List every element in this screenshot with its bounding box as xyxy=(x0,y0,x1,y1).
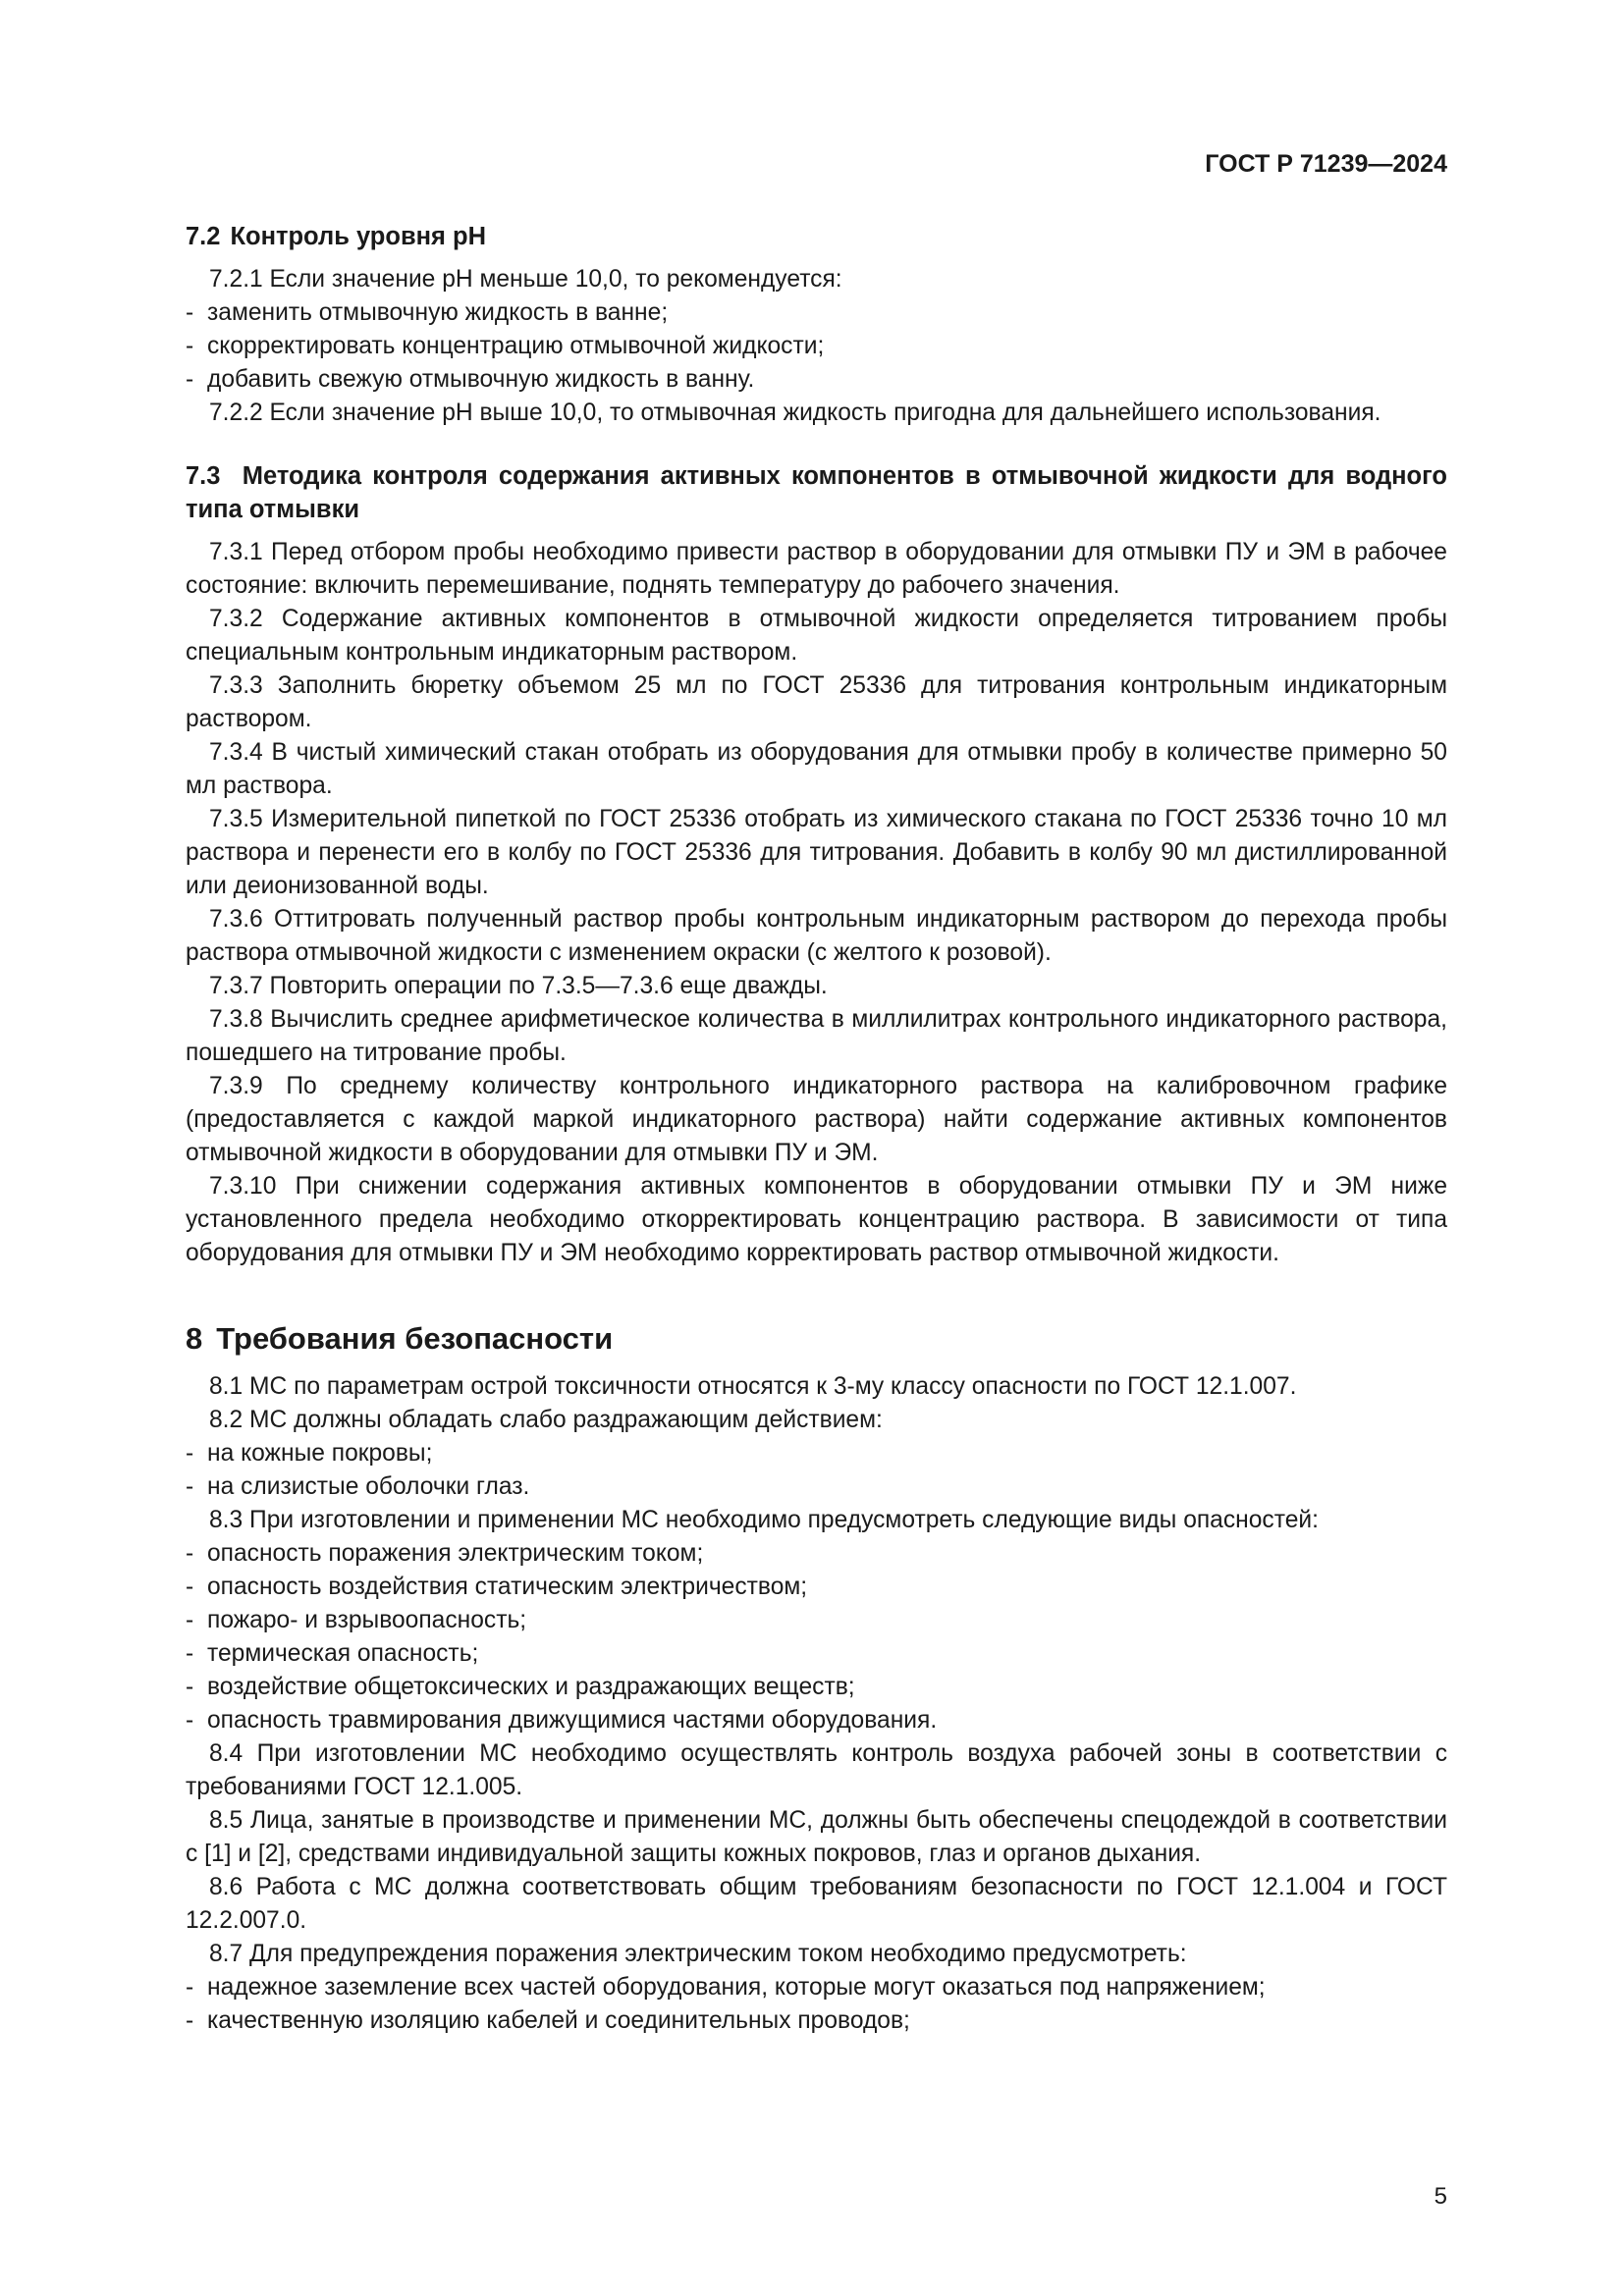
bullet-dash: - xyxy=(186,1674,194,1700)
bullet-dash: - xyxy=(186,1707,194,1734)
paragraph-8-1: 8.1 МС по параметрам острой токсичности относятся к 3-му классу опасности по ГОСТ 12.1.007. xyxy=(209,1373,1297,1400)
paragraph-8-3: 8.3 При изготовлении и применении МС необходимо предусмотреть следующие виды опасностей: xyxy=(209,1507,1319,1533)
paragraph-7-3-10: 7.3.10 При снижении содержания активных компонентов в оборудовании отмывки ПУ и ЭМ ниже установленного предела необходимо откорректировать концентрацию раствора. В зависимости от типа оборудования для отмывки ПУ и ЭМ необходимо корректировать раствор отмывочной жидкости. xyxy=(186,1173,1447,1266)
list-item: - на слизистые оболочки глаз. xyxy=(186,1470,1447,1504)
bullet-dash: - xyxy=(186,333,194,359)
paragraph-7-3-7: 7.3.7 Повторить операции по 7.3.5—7.3.6 еще дважды. xyxy=(209,973,828,999)
list-item: - заменить отмывочную жидкость в ванне; xyxy=(186,296,1447,330)
section-heading-7-3 xyxy=(186,459,1447,526)
section-title: Методика контроля содержания активных компонентов в отмывочной жидкости для водного типа отмывки xyxy=(186,462,1447,523)
paragraph-8-5: 8.5 Лица, занятые в производстве и применении МС, должны быть обеспечены спецодеждой в соответствии с [1] и [2], средствами индивидуальной защиты кожных покровов, глаз и органов дыхания. xyxy=(186,1807,1447,1867)
list-item: - опасность поражения электрическим током; xyxy=(186,1537,1447,1571)
list-item: - опасность травмирования движущимися частями оборудования. xyxy=(186,1704,1447,1737)
bullet-dash: - xyxy=(186,299,194,326)
paragraph-8-4: 8.4 При изготовлении МС необходимо осуществлять контроль воздуха рабочей зоны в соответствии с требованиями ГОСТ 12.1.005. xyxy=(186,1740,1447,1800)
document-code: ГОСТ Р 71239—2024 xyxy=(1205,150,1447,178)
bullet-dash: - xyxy=(186,1574,194,1600)
paragraph-7-3-5: 7.3.5 Измерительной пипеткой по ГОСТ 25336 отобрать из химического стакана по ГОСТ 25336 точно 10 мл раствора и перенести его в колбу по ГОСТ 25336 для титрования. Добавить в колбу 90 мл дистиллированной или деионизованной воды. xyxy=(186,806,1447,899)
paragraph-7-3-9: 7.3.9 По среднему количеству контрольного индикаторного раствора на калибровочном графике (предоставляется с каждой маркой индикаторного раствора) найти содержание активных компонентов отмывочной жидкости в оборудовании для отмывки ПУ и ЭМ. xyxy=(186,1073,1447,1166)
list-item: - на кожные покровы; xyxy=(186,1437,1447,1470)
bullet-dash: - xyxy=(186,1473,194,1500)
paragraph-7-3-1: 7.3.1 Перед отбором пробы необходимо привести раствор в оборудовании для отмывки ПУ и ЭМ в рабочее состояние: включить перемешивание, поднять температуру до рабочего значения. xyxy=(186,539,1447,599)
section-number: 7.2 xyxy=(186,223,221,250)
list-item: - термическая опасность; xyxy=(186,1637,1447,1671)
page-number: 5 xyxy=(1434,2183,1447,2210)
section-heading-8 xyxy=(186,1317,1447,1361)
section-number: 8 xyxy=(186,1321,203,1356)
list-item: - качественную изоляцию кабелей и соединительных проводов; xyxy=(186,2004,1447,2038)
section-title: Контроль уровня рН xyxy=(230,223,486,250)
paragraph-7-3-6: 7.3.6 Оттитровать полученный раствор пробы контрольным индикаторным раствором до перехода пробы раствора отмывочной жидкости с изменением окраски (с желтого к розовой). xyxy=(186,906,1447,966)
bullet-dash: - xyxy=(186,1607,194,1633)
paragraph-7-2-1: 7.2.1 Если значение рН меньше 10,0, то рекомендуется: xyxy=(209,266,842,293)
paragraph-8-6: 8.6 Работа с МС должна соответствовать общим требованиям безопасности по ГОСТ 12.1.004 и ГОСТ 12.2.007.0. xyxy=(186,1874,1447,1934)
paragraph-8-2: 8.2 МС должны обладать слабо раздражающим действием: xyxy=(209,1407,883,1433)
section-number: 7.3 xyxy=(186,462,221,490)
bullet-dash: - xyxy=(186,1640,194,1667)
paragraph-7-2-2: 7.2.2 Если значение рН выше 10,0, то отмывочная жидкость пригодна для дальнейшего использования. xyxy=(209,400,1381,426)
paragraph-7-3-4: 7.3.4 В чистый химический стакан отобрать из оборудования для отмывки пробу в количестве примерно 50 мл раствора. xyxy=(186,739,1447,799)
list-item: - скорректировать концентрацию отмывочной жидкости; xyxy=(186,330,1447,363)
list-item: - пожаро- и взрывоопасность; xyxy=(186,1604,1447,1637)
paragraph-7-3-2: 7.3.2 Содержание активных компонентов в отмывочной жидкости определяется титрованием пробы специальным контрольным индикаторным раствором. xyxy=(186,606,1447,666)
list-item: - добавить свежую отмывочную жидкость в ванну. xyxy=(186,363,1447,397)
list-item: - надежное заземление всех частей оборудования, которые могут оказаться под напряжением; xyxy=(186,1971,1447,2004)
bullet-dash: - xyxy=(186,2007,194,2034)
paragraph-7-3-8: 7.3.8 Вычислить среднее арифметическое количества в миллилитрах контрольного индикаторного раствора, пошедшего на титрование пробы. xyxy=(186,1006,1447,1066)
paragraph-8-7: 8.7 Для предупреждения поражения электрическим током необходимо предусмотреть: xyxy=(209,1941,1187,1967)
bullet-dash: - xyxy=(186,1974,194,2001)
bullet-dash: - xyxy=(186,1440,194,1467)
list-item: - воздействие общетоксических и раздражающих веществ; xyxy=(186,1671,1447,1704)
list-item: - опасность воздействия статическим электричеством; xyxy=(186,1571,1447,1604)
bullet-dash: - xyxy=(186,366,194,393)
bullet-dash: - xyxy=(186,1540,194,1567)
document-body xyxy=(186,220,1447,2038)
section-title: Требования безопасности xyxy=(216,1321,614,1356)
paragraph-7-3-3: 7.3.3 Заполнить бюретку объемом 25 мл по ГОСТ 25336 для титрования контрольным индикаторным раствором. xyxy=(186,672,1447,732)
section-heading-7-2 xyxy=(186,220,1447,253)
